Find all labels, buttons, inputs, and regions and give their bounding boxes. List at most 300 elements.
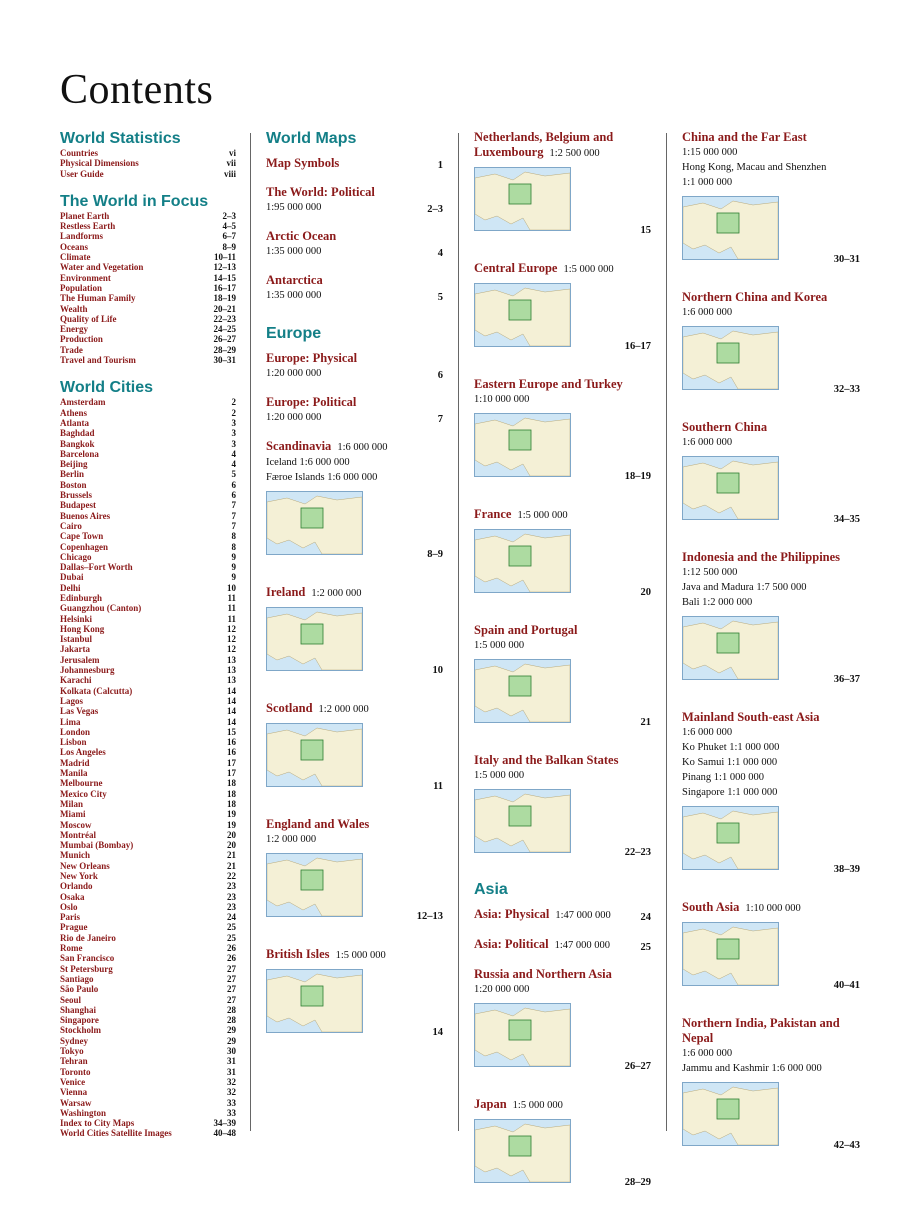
index-row [60,984,236,994]
index-page: 14 [227,695,236,706]
entry-title [474,377,651,392]
index-row [60,439,236,449]
index-name: Hong Kong [60,623,105,634]
entry-title-text: Map Symbols [266,156,340,170]
index-page: 33 [227,1107,236,1118]
index-name: Oceans [60,241,88,252]
entry-scale: 1:2 500 000 [549,148,600,159]
index-name: Lisbon [60,737,87,748]
column-world-maps [266,130,443,1063]
index-name: Dubai [60,572,84,583]
index-page: 34–39 [213,1118,236,1129]
index-page: 15 [227,726,236,737]
entry-subscale: 1:6 000 000 [682,307,733,318]
index-page: 21 [227,850,236,861]
world-cities-section [60,379,236,1138]
entry-subscale: Singapore 1:1 000 000 [682,787,778,798]
index-row [60,902,236,912]
section-heading: The World in Focus [60,192,209,210]
entry-title [682,710,860,725]
index-name: Lima [60,716,81,727]
map-thumbnail-graphic [683,327,778,389]
map-thumbnail [682,326,779,390]
page-row [682,514,860,536]
index-page: 14 [227,685,236,696]
index-row [60,169,236,179]
map-entry [266,229,443,259]
entry-subscale: Bali 1:2 000 000 [682,597,753,608]
entry-title [266,701,443,717]
map-thumbnail-graphic [683,457,778,519]
entry-page: 14 [432,1027,443,1038]
index-name: Washington [60,1107,107,1118]
index-page: 30 [227,1046,236,1057]
index-page: 2–3 [222,210,236,221]
index-name: Toronto [60,1066,91,1077]
map-thumbnail [682,1082,779,1146]
index-page: 33 [227,1097,236,1108]
index-name: Seoul [60,994,82,1005]
index-page: 22–23 [213,313,236,324]
entry-title [266,947,443,963]
index-name: Jakarta [60,644,90,655]
index-name: Bangkok [60,438,95,449]
index-row [60,397,236,407]
index-row [60,1067,236,1077]
index-name: Environment [60,272,111,283]
index-row [60,314,236,324]
entry-subscale: 1:12 500 000 [682,567,738,578]
map-thumbnail-graphic [683,923,778,985]
index-list [60,211,236,365]
entry-title [266,273,443,288]
map-entry [682,550,860,696]
index-page: 28–29 [213,344,236,355]
index-row [60,345,236,355]
entry-subscale: Jammu and Kashmir 1:6 000 000 [682,1063,822,1074]
map-thumbnail-graphic [475,1120,570,1182]
entry-scale: 1:47 000 000 [554,940,611,951]
entry-title [266,439,443,455]
index-page: 3 [231,417,236,428]
index-name: Sydney [60,1035,89,1046]
entry-title-text: The World: Political [266,185,375,199]
map-thumbnail [474,789,571,853]
index-name: Vienna [60,1087,88,1098]
index-row [60,850,236,860]
index-name: User Guide [60,168,104,179]
index-page: 21 [227,860,236,871]
index-page: 28 [227,1015,236,1026]
index-name: Lagos [60,695,84,706]
index-name: Los Angeles [60,747,106,758]
index-name: Copenhagen [60,541,109,552]
index-name: Jerusalem [60,654,100,665]
entry-title-text: Italy and the Balkan States [474,753,619,767]
index-row [60,355,236,365]
index-name: Production [60,334,103,345]
index-name: Athens [60,407,88,418]
map-thumbnail [266,853,363,917]
map-entry [266,701,443,803]
index-page: 6 [231,479,236,490]
entry-title-text: France [474,507,512,521]
entry-page: 15 [640,225,651,236]
index-page: 13 [227,654,236,665]
index-page: 11 [227,592,236,603]
index-name: Brussels [60,490,93,501]
index-name: Chicago [60,551,92,562]
index-page: 31 [227,1066,236,1077]
map-thumbnail [682,806,779,870]
map-thumbnail [682,196,779,260]
index-page: 3 [231,438,236,449]
entry-scale: 1:6 000 000 [337,442,388,453]
index-page: 17 [227,768,236,779]
index-name: Edinburgh [60,592,103,603]
index-page: 8 [231,531,236,542]
entry-subscale: 1:95 000 000 [266,202,322,213]
page-title: Contents [60,67,214,113]
map-entry [474,753,651,869]
index-name: New Orleans [60,860,110,871]
index-row [60,861,236,871]
map-thumbnail-graphic [475,660,570,722]
index-row [60,1015,236,1025]
entry-title [266,156,443,171]
map-entry [474,1097,651,1199]
page-row [266,781,443,803]
index-name: London [60,726,91,737]
index-row [60,1005,236,1015]
index-page: 14–15 [213,272,236,283]
entry-subscale: 1:20 000 000 [266,368,322,379]
entry-subscale: Iceland 1:6 000 000 [266,457,350,468]
index-page: 16 [227,737,236,748]
map-entry [266,185,443,215]
column-divider [250,133,251,1131]
index-row [60,634,236,644]
index-page: 14 [227,716,236,727]
map-entry [266,947,443,1049]
index-row [60,655,236,665]
index-name: Venice [60,1076,86,1087]
index-row [60,500,236,510]
index-page: 4 [231,459,236,470]
index-row [60,964,236,974]
map-thumbnail-graphic [475,414,570,476]
index-page: vii [226,158,236,169]
entry-subscale: 1:5 000 000 [474,770,525,781]
map-entry [266,439,443,571]
index-name: Water and Vegetation [60,262,144,273]
section-heading: Asia [474,881,508,898]
map-thumbnail-graphic [267,854,362,916]
index-page: 18 [227,788,236,799]
index-name: Melbourne [60,778,103,789]
index-name: Energy [60,324,88,335]
page-row [682,384,860,406]
index-name: Osaka [60,891,85,902]
column-divider [666,133,667,1131]
entry-title [682,900,860,916]
entry-title-text: Asia: Political [474,937,549,951]
index-name: Warsaw [60,1097,92,1108]
page-row [474,1177,651,1199]
index-name: Dallas–Fort Worth [60,562,133,573]
entry-page: 30–31 [833,254,860,265]
map-thumbnail [474,167,571,231]
map-entry [266,585,443,687]
entry-subscale: 1:20 000 000 [474,984,530,995]
entry-page: 34–35 [833,514,860,525]
index-page: 18–19 [213,293,236,304]
index-page: 10–11 [213,252,236,263]
page-row [682,980,860,1002]
index-page: 6 [231,490,236,501]
index-name: Rome [60,943,83,954]
entry-page: 1 [437,160,443,171]
entry-title [266,585,443,601]
entry-title [266,229,443,244]
entry-page: 4 [437,248,443,259]
column-divider [458,133,459,1131]
index-page: 11 [227,613,236,624]
entry-page: 18–19 [624,471,651,482]
index-row [60,943,236,953]
index-row [60,1087,236,1097]
map-thumbnail [474,1119,571,1183]
entry-title-text: China and the Far East [682,130,807,144]
page-row [682,254,860,276]
index-row [60,593,236,603]
entry-title [474,130,651,161]
map-thumbnail-graphic [267,492,362,554]
index-name: Delhi [60,582,81,593]
index-name: Countries [60,148,98,158]
entry-title [682,420,860,435]
entry-title [474,261,651,277]
map-thumbnail [266,607,363,671]
entry-subscale: 1:10 000 000 [474,394,530,405]
page-row [474,471,651,493]
entry-page: 8–9 [427,549,443,560]
index-page: 4 [231,448,236,459]
index-name: Singapore [60,1015,99,1026]
map-entry [474,937,651,953]
map-thumbnail [474,283,571,347]
entry-scale: 1:5 000 000 [512,1100,563,1111]
map-thumbnail [474,659,571,723]
index-row [60,542,236,552]
index-row [60,830,236,840]
map-entry [682,290,860,406]
map-thumbnail-graphic [475,1004,570,1066]
entry-scale: 1:5 000 000 [563,264,614,275]
page-row [474,225,651,247]
map-entry [474,967,651,1083]
world-statistics-section [60,130,236,179]
index-page: 27 [227,994,236,1005]
section-heading: World Cities [60,379,154,397]
entry-subscale: Pinang 1:1 000 000 [682,772,764,783]
index-row [60,459,236,469]
map-thumbnail-graphic [683,197,778,259]
index-page: 12 [227,623,236,634]
map-thumbnail-graphic [683,1083,778,1145]
entry-title-text: Asia: Physical [474,907,550,921]
index-page: 26 [227,953,236,964]
index-page: 40–48 [213,1128,236,1139]
index-page: 9 [231,572,236,583]
index-row [60,231,236,241]
index-name: The Human Family [60,293,136,304]
map-entry [682,1016,860,1162]
index-name: Boston [60,479,87,490]
map-thumbnail-graphic [475,168,570,230]
index-page: 27 [227,963,236,974]
entry-title [474,753,651,768]
index-page: 8–9 [222,241,236,252]
entry-subscale: 1:35 000 000 [266,290,322,301]
index-row [60,871,236,881]
entry-title [682,1016,860,1046]
entry-scale: 1:5 000 000 [335,950,386,961]
entry-title [474,1097,651,1113]
entry-page: 22–23 [624,847,651,858]
index-page: 2 [231,407,236,418]
entry-subscale: 1:5 000 000 [474,640,525,651]
map-entry [474,507,651,609]
index-name: Prague [60,922,88,933]
index-page: 20–21 [213,303,236,314]
entry-title [682,290,860,305]
index-name: Berlin [60,469,84,480]
map-entry [474,623,651,739]
index-row [60,717,236,727]
map-entry [266,351,443,381]
entry-page: 2–3 [427,204,443,215]
index-row [60,789,236,799]
index-page: 13 [227,665,236,676]
index-row [60,892,236,902]
entry-page: 16–17 [624,341,651,352]
index-name: Buenos Aires [60,510,111,521]
page-row [682,674,860,696]
entry-scale: 1:47 000 000 [555,910,611,921]
index-row [60,758,236,768]
index-name: Trade [60,344,83,355]
map-thumbnail-graphic [267,970,362,1032]
index-name: Atlanta [60,417,89,428]
entry-list [474,907,651,1199]
entry-page: 42–43 [833,1140,860,1151]
entry-page: 24 [640,912,651,923]
index-row [60,922,236,932]
index-row [60,511,236,521]
index-page: 12 [227,644,236,655]
index-row [60,562,236,572]
map-thumbnail [266,491,363,555]
index-row [60,820,236,830]
index-page: 25 [227,922,236,933]
index-row [60,1077,236,1087]
entry-title-text: Northern India, Pakistan and Nepal [682,1016,840,1045]
index-page: 16–17 [213,282,236,293]
entry-title [474,967,651,982]
index-name: San Francisco [60,953,115,964]
index-page: 31 [227,1056,236,1067]
entry-title [682,130,860,145]
index-name: Index to City Maps [60,1118,135,1129]
page-row [474,1061,651,1083]
entry-subscale: 1:15 000 000 [682,147,738,158]
index-row [60,428,236,438]
index-name: Budapest [60,500,97,511]
map-thumbnail-graphic [475,284,570,346]
entry-title-text: Northern China and Korea [682,290,828,304]
index-page: 23 [227,881,236,892]
entry-scale: 1:2 000 000 [318,704,369,715]
index-row [60,974,236,984]
index-row [60,675,236,685]
index-row [60,912,236,922]
index-row [60,418,236,428]
index-row [60,449,236,459]
index-page: 2 [231,397,236,408]
entry-page: 12–13 [416,911,443,922]
index-name: Physical Dimensions [60,158,139,169]
index-name: Mexico City [60,788,107,799]
entry-title-text: Japan [474,1097,507,1111]
map-thumbnail [682,616,779,680]
index-name: São Paulo [60,984,99,995]
entry-title-text: Spain and Portugal [474,623,578,637]
index-name: Madrid [60,757,90,768]
index-name: Planet Earth [60,210,110,221]
entry-page: 11 [433,781,443,792]
index-row [60,995,236,1005]
entry-subscale: Færoe Islands 1:6 000 000 [266,472,378,483]
entry-subscale: 1:6 000 000 [682,1048,733,1059]
map-entry [682,900,860,1002]
index-page: 9 [231,551,236,562]
entry-page: 5 [437,292,443,303]
entry-page: 38–39 [833,864,860,875]
index-row [60,583,236,593]
entry-title-text: Southern China [682,420,768,434]
entry-title-text: England and Wales [266,817,370,831]
index-row [60,1056,236,1066]
map-entry [266,156,443,171]
index-row [60,933,236,943]
index-name: Oslo [60,901,78,912]
index-name: Milan [60,798,84,809]
index-name: Quality of Life [60,313,117,324]
index-name: Manila [60,768,88,779]
entry-page: 20 [640,587,651,598]
entry-title [266,185,443,200]
index-name: Rio de Janeiro [60,932,116,943]
entry-list [266,351,443,1049]
entry-title-text: Arctic Ocean [266,229,337,243]
entry-title-text: Mainland South-east Asia [682,710,820,724]
entry-page: 26–27 [624,1061,651,1072]
map-thumbnail-graphic [475,790,570,852]
map-thumbnail [682,922,779,986]
index-page: 30–31 [213,355,236,366]
page-row [266,1027,443,1049]
